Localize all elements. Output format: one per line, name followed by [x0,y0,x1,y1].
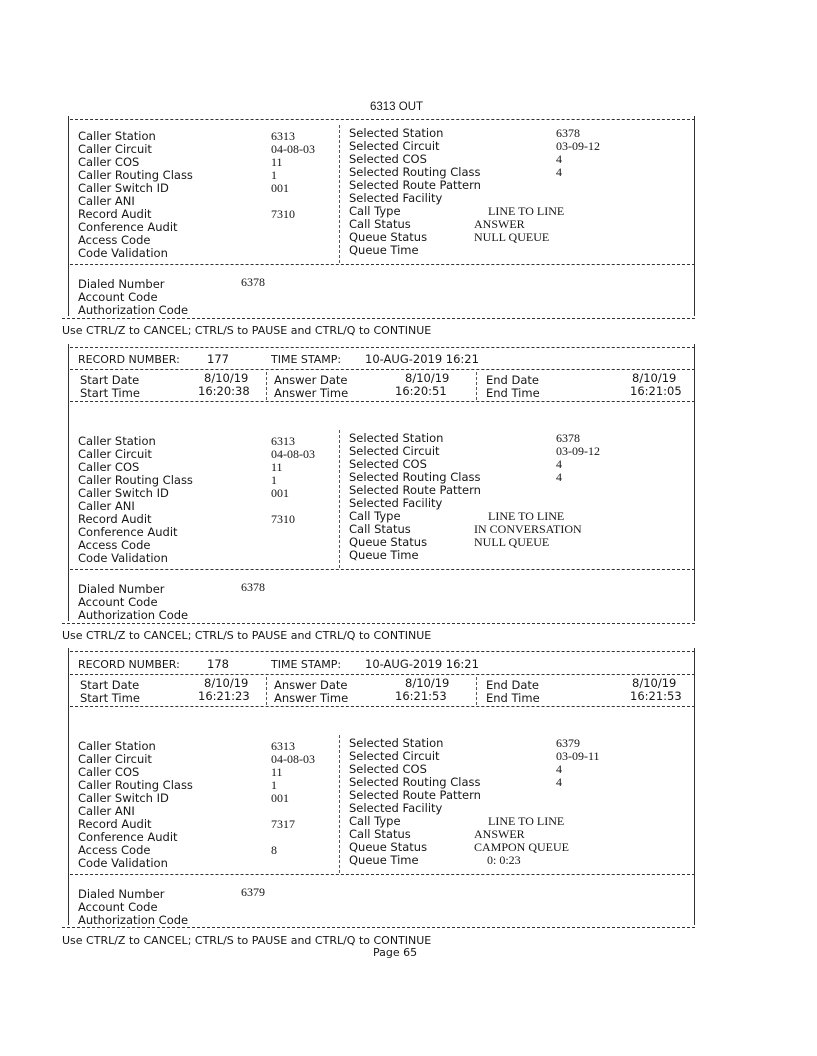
conference-audit-label: Conference Audit [78,525,178,539]
caller-circuit-value: 04-08-03 [271,447,315,461]
answer-time-value: 16:21:53 [395,689,447,703]
answer-time-value: 16:20:51 [395,384,447,398]
divider [70,369,695,370]
caller-cos-value: 11 [271,155,283,169]
queue-status-label: Queue Status [349,840,428,854]
start-time-value: 16:20:38 [198,384,250,398]
start-time-label: Start Time [80,386,140,400]
dialed-number-label: Dialed Number [78,277,165,291]
caller-circuit-value: 04-08-03 [271,142,315,156]
call-type-value: LINE TO LINE [488,204,565,218]
caller-routing-class-label: Caller Routing Class [78,778,193,792]
caller-station-value: 6313 [271,434,295,448]
queue-time-label: Queue Time [349,548,419,562]
queue-time-label: Queue Time [349,243,419,257]
answer-time-label: Answer Time [274,386,349,400]
frame-left [68,344,69,621]
caller-switch-id-value: 001 [271,486,289,500]
selected-facility-label: Selected Facility [349,496,443,510]
dialed-number-label: Dialed Number [78,887,165,901]
end-date-label: End Date [486,373,539,387]
caller-ani-label: Caller ANI [78,499,135,513]
caller-switch-id-value: 001 [271,181,289,195]
time-stamp-label: TIME STAMP: [271,353,342,366]
caller-ani-label: Caller ANI [78,804,135,818]
code-validation-label: Code Validation [78,551,168,565]
account-code-label: Account Code [78,595,158,609]
selected-cos-label: Selected COS [349,762,427,776]
access-code-label: Access Code [78,843,151,857]
selected-route-pattern-label: Selected Route Pattern [349,483,481,497]
control-prompt: Use CTRL/Z to CANCEL; CTRL/S to PAUSE and CTRL/Q to CONTINUE [62,629,432,642]
call-status-label: Call Status [349,522,411,536]
start-date-value: 8/10/19 [204,676,249,690]
answer-date-label: Answer Date [274,678,348,692]
column-divider [339,430,340,568]
selected-cos-label: Selected COS [349,457,427,471]
divider [62,927,695,928]
access-code-label: Access Code [78,233,151,247]
divider [70,706,695,707]
caller-routing-class-value: 1 [271,778,277,792]
caller-cos-label: Caller COS [78,155,140,169]
selected-station-value: 6379 [556,736,580,750]
column-divider [339,125,340,263]
selected-station-label: Selected Station [349,736,444,750]
frame-right [694,116,695,316]
dialed-number-label: Dialed Number [78,582,165,596]
divider [70,347,695,348]
end-date-label: End Date [486,678,539,692]
caller-routing-class-label: Caller Routing Class [78,168,193,182]
caller-ani-label: Caller ANI [78,194,135,208]
caller-routing-class-label: Caller Routing Class [78,473,193,487]
selected-station-value: 6378 [556,126,580,140]
record-number-value: 177 [207,352,229,366]
time-divider [476,372,477,400]
divider [70,569,695,570]
dialed-number-value: 6379 [241,885,265,899]
end-date-value: 8/10/19 [632,676,677,690]
end-time-value: 16:21:53 [630,689,682,703]
record-number-label: RECORD NUMBER: [78,353,180,366]
record-audit-label: Record Audit [78,817,152,831]
queue-status-label: Queue Status [349,230,428,244]
caller-station-label: Caller Station [78,739,156,753]
end-date-value: 8/10/19 [632,371,677,385]
selected-cos-value: 4 [556,762,562,776]
divider [62,623,695,624]
selected-station-label: Selected Station [349,431,444,445]
code-validation-label: Code Validation [78,246,168,260]
call-type-value: LINE TO LINE [488,814,565,828]
caller-routing-class-value: 1 [271,168,277,182]
caller-circuit-value: 04-08-03 [271,752,315,766]
selected-facility-label: Selected Facility [349,191,443,205]
start-time-label: Start Time [80,691,140,705]
divider [70,264,695,265]
selected-station-label: Selected Station [349,126,444,140]
conference-audit-label: Conference Audit [78,830,178,844]
access-code-value: 8 [271,843,277,857]
record-number-value: 178 [207,657,229,671]
selected-routing-class-value: 4 [556,165,562,179]
start-time-value: 16:21:23 [198,689,250,703]
answer-date-label: Answer Date [274,373,348,387]
queue-status-label: Queue Status [349,535,428,549]
dialed-number-value: 6378 [241,275,265,289]
conference-audit-label: Conference Audit [78,220,178,234]
call-type-label: Call Type [349,509,401,523]
caller-circuit-label: Caller Circuit [78,447,152,461]
answer-time-label: Answer Time [274,691,349,705]
selected-station-value: 6378 [556,431,580,445]
control-prompt: Use CTRL/Z to CANCEL; CTRL/S to PAUSE and CTRL/Q to CONTINUE [62,324,432,337]
page-title: 6313 OUT [370,101,424,113]
frame-left [68,116,69,316]
selected-circuit-label: Selected Circuit [349,139,440,153]
selected-routing-class-label: Selected Routing Class [349,470,481,484]
control-prompt: Use CTRL/Z to CANCEL; CTRL/S to PAUSE and CTRL/Q to CONTINUE [62,934,432,947]
authorization-code-label: Authorization Code [78,608,189,622]
caller-switch-id-label: Caller Switch ID [78,486,169,500]
start-date-label: Start Date [80,373,140,387]
selected-circuit-value: 03-09-12 [556,444,600,458]
account-code-label: Account Code [78,290,158,304]
caller-cos-label: Caller COS [78,765,140,779]
selected-route-pattern-label: Selected Route Pattern [349,788,481,802]
call-status-value: ANSWER [474,827,525,841]
divider [70,674,695,675]
selected-circuit-label: Selected Circuit [349,749,440,763]
call-status-value: ANSWER [474,217,525,231]
queue-status-value: CAMPON QUEUE [474,840,570,854]
frame-left [68,648,69,925]
authorization-code-label: Authorization Code [78,303,189,317]
code-validation-label: Code Validation [78,856,168,870]
divider [70,874,695,875]
selected-circuit-value: 03-09-11 [556,749,600,763]
queue-time-value: 0: 0:23 [487,853,521,867]
frame-right [694,344,695,621]
time-divider [266,677,267,705]
time-stamp-value: 10-AUG-2019 16:21 [365,352,479,366]
call-type-label: Call Type [349,814,401,828]
call-status-label: Call Status [349,217,411,231]
frame-right [694,648,695,925]
selected-cos-label: Selected COS [349,152,427,166]
start-date-label: Start Date [80,678,140,692]
selected-routing-class-value: 4 [556,775,562,789]
authorization-code-label: Authorization Code [78,913,189,927]
caller-switch-id-value: 001 [271,791,289,805]
time-divider [476,677,477,705]
caller-circuit-label: Caller Circuit [78,752,152,766]
call-status-value: IN CONVERSATION [474,522,582,536]
call-type-label: Call Type [349,204,401,218]
record-audit-label: Record Audit [78,207,152,221]
selected-cos-value: 4 [556,457,562,471]
selected-routing-class-label: Selected Routing Class [349,165,481,179]
divider [70,401,695,402]
caller-circuit-label: Caller Circuit [78,142,152,156]
call-status-label: Call Status [349,827,411,841]
time-stamp-value: 10-AUG-2019 16:21 [365,657,479,671]
record-audit-value: 7310 [271,207,295,221]
end-time-label: End Time [486,386,540,400]
end-time-label: End Time [486,691,540,705]
time-stamp-label: TIME STAMP: [271,658,342,671]
queue-status-value: NULL QUEUE [474,535,550,549]
page-number: Page 65 [373,946,418,959]
record-audit-value: 7310 [271,512,295,526]
caller-station-label: Caller Station [78,434,156,448]
selected-circuit-label: Selected Circuit [349,444,440,458]
end-time-value: 16:21:05 [630,384,682,398]
divider [62,318,695,319]
record-audit-label: Record Audit [78,512,152,526]
record-audit-value: 7317 [271,817,295,831]
selected-routing-class-label: Selected Routing Class [349,775,481,789]
caller-switch-id-label: Caller Switch ID [78,791,169,805]
queue-status-value: NULL QUEUE [474,230,550,244]
answer-date-value: 8/10/19 [405,676,450,690]
column-divider [339,735,340,873]
selected-circuit-value: 03-09-12 [556,139,600,153]
selected-route-pattern-label: Selected Route Pattern [349,178,481,192]
divider [70,119,695,120]
access-code-label: Access Code [78,538,151,552]
caller-switch-id-label: Caller Switch ID [78,181,169,195]
caller-station-value: 6313 [271,739,295,753]
account-code-label: Account Code [78,900,158,914]
start-date-value: 8/10/19 [204,371,249,385]
caller-station-label: Caller Station [78,129,156,143]
call-type-value: LINE TO LINE [488,509,565,523]
caller-routing-class-value: 1 [271,473,277,487]
caller-cos-label: Caller COS [78,460,140,474]
selected-cos-value: 4 [556,152,562,166]
queue-time-label: Queue Time [349,853,419,867]
selected-facility-label: Selected Facility [349,801,443,815]
dialed-number-value: 6378 [241,580,265,594]
selected-routing-class-value: 4 [556,470,562,484]
caller-cos-value: 11 [271,765,283,779]
caller-cos-value: 11 [271,460,283,474]
caller-station-value: 6313 [271,129,295,143]
answer-date-value: 8/10/19 [405,371,450,385]
divider [70,651,695,652]
record-number-label: RECORD NUMBER: [78,658,180,671]
time-divider [266,372,267,400]
